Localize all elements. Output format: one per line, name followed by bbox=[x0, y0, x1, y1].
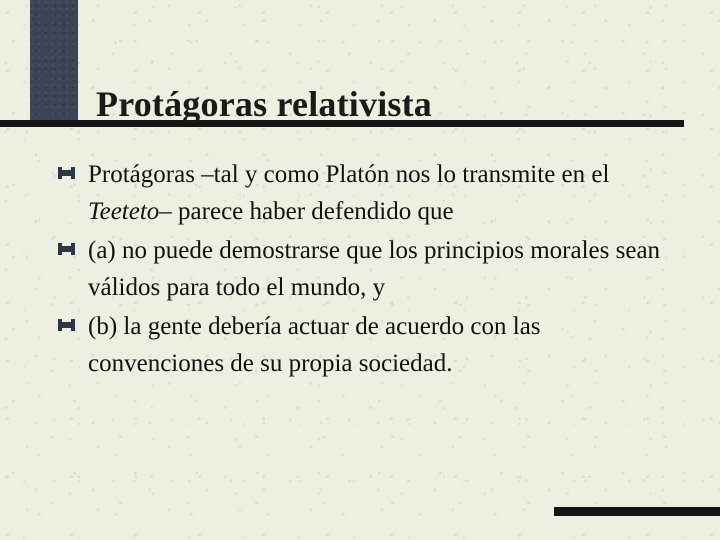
bullet-2-part-0: (a) no puede demostrarse que los principios morales sean válidos para todo el mundo, y bbox=[88, 237, 661, 301]
bullet-1-part-0: Protágoras –tal y como Platón nos lo transmite en el bbox=[88, 161, 610, 188]
bullet-text-2 bbox=[88, 232, 668, 306]
bullet-item bbox=[58, 232, 668, 306]
bullet-3-part-0: (b) la gente debería actuar de acuerdo con las convenciones de su propia sociedad. bbox=[88, 313, 541, 377]
slide-body bbox=[58, 156, 668, 384]
bullet-text-1 bbox=[88, 156, 668, 230]
dumbbell-bullet-icon bbox=[58, 232, 88, 255]
bullet-1-part-2: – parece haber defendido que bbox=[159, 198, 454, 225]
slide-title: Protágoras relativista bbox=[96, 84, 432, 125]
bullet-1-part-1-italic: Teeteto bbox=[88, 198, 160, 225]
dumbbell-bullet-icon bbox=[58, 156, 88, 179]
bullet-item bbox=[58, 308, 668, 382]
bullet-item bbox=[58, 156, 668, 230]
dumbbell-bullet-icon bbox=[58, 308, 88, 331]
left-decorative-band bbox=[30, 0, 78, 126]
bottom-decorative-bar bbox=[554, 507, 720, 516]
bullet-text-3 bbox=[88, 308, 668, 382]
